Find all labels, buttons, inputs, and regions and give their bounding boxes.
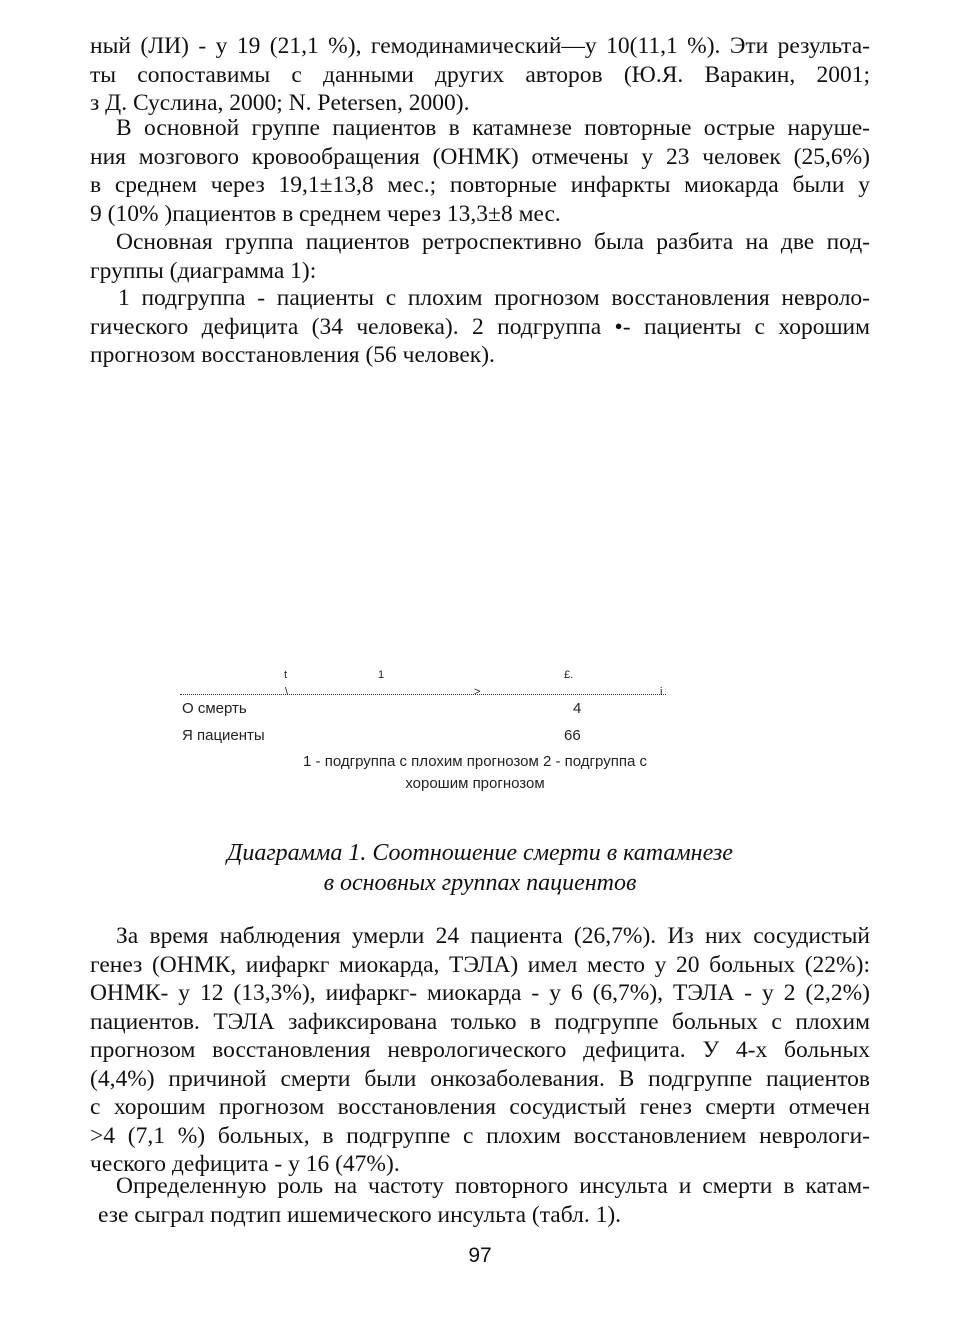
caption-line: Диаграмма 1. Соотношение смерти в катамнезе [227, 840, 733, 866]
text-line: ный (ЛИ) - у 19 (21,1 %), гемодинамический—у 10(11,1 %). Эти результа- [90, 33, 870, 59]
text-line: Основная группа пациентов ретроспективно была разбита на две под- [116, 229, 870, 255]
paragraph-4 [90, 284, 870, 370]
text-line: прогнозом восстановления (56 человек). [90, 342, 495, 368]
diagram-1 [180, 668, 680, 798]
text-line: ты сопоставимы с данными других авторов (Ю.Я. Варакин, 2001; [90, 61, 870, 88]
paragraph-5 [90, 922, 870, 1179]
text-line: езе сыграл подтип ишемического инсульта (табл. 1). [98, 1201, 622, 1228]
axis-symbol: \ [285, 686, 289, 698]
text-line: с хорошим прогнозом восстановления сосудистый генез смерти отмечен [90, 1094, 870, 1120]
legend-death: О смерть [182, 700, 247, 717]
legend-patients: Я пациенты [182, 727, 265, 744]
text-line: ческого дефицита - у 16 (47%). [90, 1151, 400, 1177]
text-line: гического дефицита (34 человека). 2 подгруппа •- пациенты с хорошим [90, 313, 870, 340]
text-line: Определенную роль на частоту повторного инсульта и смерти в катам- [116, 1173, 870, 1199]
text-line: (4,4%) причиной смерти были онкозаболевания. В подгруппе пациентов [90, 1065, 870, 1092]
text-line: ОНМК- у 12 (13,3%), иифаркг- миокарда - у 6 (6,7%), ТЭЛА - у 2 (2,2%) [90, 980, 870, 1006]
paragraph-2 [90, 114, 870, 228]
axis-symbol: i [660, 686, 663, 698]
text-line: 1 подгруппа - пациенты с плохим прогнозом восстановления невроло- [118, 285, 870, 311]
axis-symbol: > [474, 686, 481, 698]
text-line: >4 (7,1 %) больных, в подгруппе с плохим восстановлением неврологи- [90, 1122, 870, 1149]
text-line: пациентов. ТЭЛА зафиксирована только в подгруппе больных с плохим [90, 1008, 870, 1035]
text-line: з Д. Суслина, 2000; N. Petersen, 2000). [90, 90, 470, 116]
tick-label: t [284, 669, 288, 681]
text-line: ния мозгового кровообращения (ОНМК) отмечены у 23 человек (25,6%) [90, 143, 870, 170]
text-line: генез (ОНМК, иифаркг миокарда, ТЭЛА) имел место у 20 больных (22%): [90, 951, 870, 978]
axis-line [180, 694, 666, 695]
category-labels-line1: 1 - подгруппа с плохим прогнозом 2 - подгруппа с [303, 753, 647, 770]
text-line: группы (диаграмма 1): [90, 257, 317, 284]
page-number: 97 [468, 1244, 492, 1267]
text-line: в среднем через 19,1±13,8 мес.; повторные инфаркты миокарда были у [90, 172, 870, 198]
diagram-caption [90, 838, 870, 898]
tick-label: £. [564, 669, 574, 681]
data-label-patients: 66 [564, 727, 581, 744]
paragraph-6 [90, 1172, 870, 1229]
data-label-death: 4 [573, 700, 582, 717]
paragraph-3 [90, 228, 870, 285]
text-line: прогнозом восстановления неврологического дефицита. У 4-х больных [90, 1037, 870, 1063]
text-line: За время наблюдения умерли 24 пациента (26,7%). Из них сосудистый [116, 923, 870, 949]
paragraph-1 [90, 32, 870, 118]
text-line: 9 (10% )пациентов в среднем через 13,3±8 мес. [90, 200, 561, 227]
caption-line: в основных группах пациентов [323, 870, 637, 896]
tick-label: 1 [378, 669, 385, 681]
text-line: В основной группе пациентов в катамнезе повторные острые наруше- [116, 115, 870, 141]
category-labels-line2: хорошим прогнозом [405, 775, 545, 792]
